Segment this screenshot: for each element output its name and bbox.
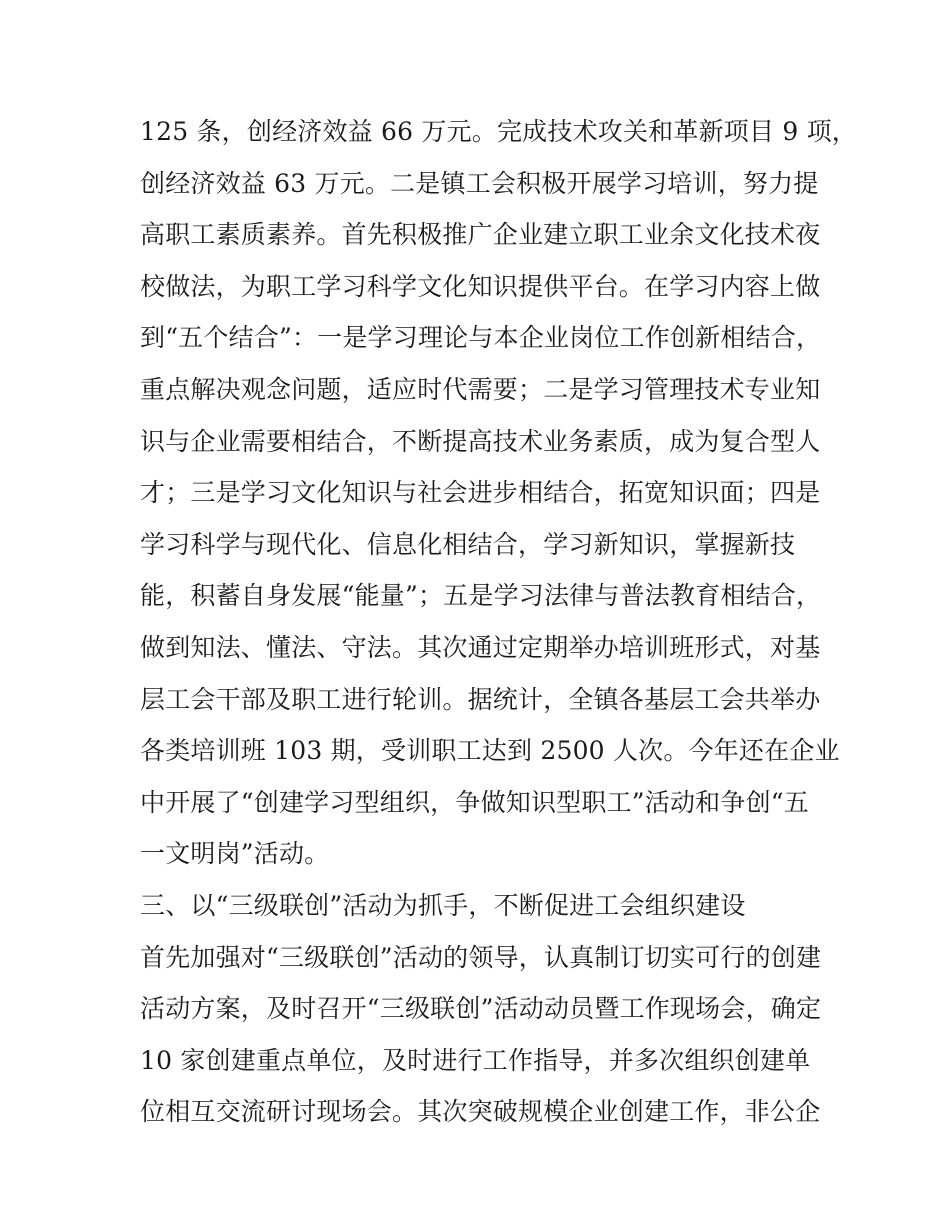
text-line: 层工会干部及职工进行轮训。据统计，全镇各基层工会共举办 — [140, 684, 821, 714]
text-line: 才；三是学习文化知识与社会进步相结合，拓宽知识面；四是 — [140, 478, 821, 508]
text-line: 位相互交流研讨现场会。其次突破规模企业创建工作，非公企 — [140, 1097, 821, 1127]
text-line: 重点解决观念问题，适应时代需要；二是学习管理技术专业知 — [140, 374, 821, 404]
text-line: 活动方案，及时召开“三级联创”活动动员暨工作现场会，确定 — [140, 994, 822, 1024]
body-text — [140, 106, 857, 1138]
text-line: 识与企业需要相结合，不断提高技术业务素质，成为复合型人 — [140, 426, 821, 456]
text-line: 首先加强对“三级联创”活动的领导，认真制订切实可行的创建 — [140, 942, 822, 972]
text-line: 能，积蓄自身发展“能量”；五是学习法律与普法教育相结合， — [140, 581, 822, 611]
text-line: 做到知法、懂法、守法。其次通过定期举办培训班形式，对基 — [140, 632, 821, 662]
text-line: 校做法，为职工学习科学文化知识提供平台。在学习内容上做 — [140, 271, 821, 301]
text-line: 学习科学与现代化、信息化相结合，学习新知识，掌握新技 — [140, 529, 796, 559]
section-heading: 三、以“三级联创”活动为抓手，不断促进工会组织建设 — [140, 890, 746, 920]
text-line: 中开展了“创建学习型组织，争做知识型职工”活动和争创“五 — [140, 787, 809, 817]
text-line: 创经济效益 63 万元。二是镇工会积极开展学习培训，努力提 — [140, 168, 819, 198]
text-line: 125 条，创经济效益 66 万元。完成技术攻关和革新项目 9 项， — [140, 117, 857, 146]
text-line: 到“五个结合”：一是学习理论与本企业岗位工作创新相结合， — [140, 323, 822, 353]
text-line: 高职工素质素养。首先积极推广企业建立职工业余文化技术夜 — [140, 220, 821, 250]
text-line: 各类培训班 103 期，受训职工达到 2500 人次。今年还在企业 — [140, 736, 840, 766]
text-line: 10 家创建重点单位，及时进行工作指导，并多次组织创建单 — [140, 1045, 811, 1075]
text-line: 一文明岗”活动。 — [140, 839, 330, 869]
